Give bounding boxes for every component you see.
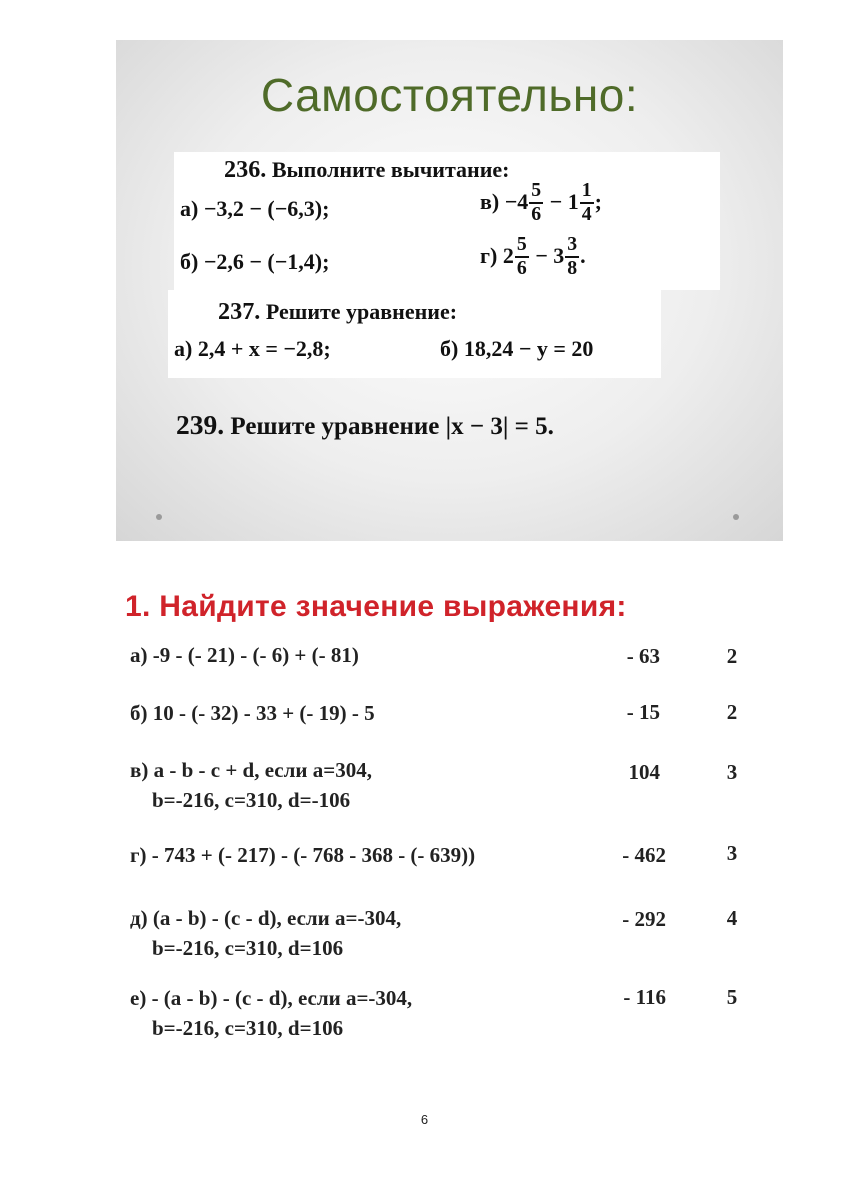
fraction: [565, 235, 579, 279]
mixed-whole: 1: [567, 188, 579, 214]
problem-236-d: [480, 233, 586, 280]
item-expression: −2,6 − (−1,4);: [203, 249, 330, 274]
operator: −: [549, 188, 563, 214]
problem-236-a: [180, 196, 329, 222]
problem-237-a: [174, 336, 331, 362]
slide-dot: [156, 514, 162, 520]
operator: −: [535, 242, 548, 268]
problem-237-b: [440, 336, 593, 362]
numerator: 1: [580, 181, 594, 204]
punctuation: ;: [594, 188, 602, 214]
task-b-points: 2: [726, 700, 738, 724]
task-f: [130, 983, 412, 1043]
item-expression: −3,2 − (−6,3);: [203, 196, 330, 221]
task-e: [130, 903, 401, 963]
task-expression: г) - 743 + (- 217) - (- 768 - 368 - (- 639)): [130, 843, 476, 867]
task-expression: е) - (a - b) - (c - d), если a=-304,: [130, 986, 413, 1010]
slide-dot: [733, 514, 739, 520]
problem-239-number: 239.: [176, 409, 225, 440]
numerator: 5: [529, 181, 543, 204]
problem-236-c: [480, 179, 602, 226]
task-b: [130, 698, 375, 728]
task-expression: д) (a - b) - (c - d), если a=-304,: [130, 906, 402, 930]
task-f-points: 5: [726, 985, 738, 1009]
task-condition: b=-216, c=310, d=106: [152, 936, 344, 960]
page-number: 6: [420, 1112, 429, 1127]
task-expression: а) -9 - (- 21) - (- 6) + (- 81): [130, 643, 359, 667]
mixed-whole: −4: [504, 188, 529, 214]
item-label: б): [440, 336, 459, 361]
task-e-answer: - 292: [622, 907, 666, 931]
task-expression: б) 10 - (- 32) - 33 + (- 19) - 5: [130, 701, 375, 725]
problem-239: [176, 405, 706, 449]
fraction: [580, 181, 594, 225]
denominator: 4: [581, 202, 592, 225]
task-c: [130, 755, 372, 815]
task-condition: b=-216, c=310, d=106: [152, 1016, 344, 1040]
item-label: г): [480, 242, 498, 268]
punctuation: .: [580, 242, 586, 268]
denominator: 6: [516, 256, 527, 279]
numerator: 3: [565, 235, 579, 258]
item-label: а): [180, 196, 199, 221]
task-a-answer: - 63: [626, 644, 660, 668]
item-label: б): [180, 249, 199, 274]
denominator: 8: [567, 256, 578, 279]
task-c-points: 3: [726, 760, 738, 784]
fraction: [529, 181, 543, 225]
numerator: 5: [515, 235, 529, 258]
problem-237: [168, 290, 661, 378]
problem-239-text: Решите уравнение: [230, 413, 440, 440]
problem-237-header: [218, 298, 457, 326]
task-c-answer: 104: [628, 760, 660, 784]
problem-237-instruction: Решите уравнение:: [265, 299, 458, 324]
task-a-points: 2: [726, 644, 738, 668]
task-condition: b=-216, c=310, d=-106: [152, 788, 351, 812]
problem-236-b: [180, 249, 329, 275]
problem-239-expression: |x − 3| = 5.: [445, 413, 554, 440]
worksheet-heading: 1. Найдите значение выражения:: [125, 590, 627, 623]
task-d: [130, 840, 475, 870]
task-e-points: 4: [726, 906, 738, 930]
task-d-points: 3: [726, 841, 738, 865]
problem-237-number: 237.: [218, 298, 261, 325]
item-expression: 18,24 − y = 20: [463, 336, 594, 361]
item-expression: 2,4 + x = −2,8;: [197, 336, 331, 361]
problem-236: [174, 152, 720, 290]
task-d-answer: - 462: [622, 843, 666, 867]
task-b-answer: - 15: [626, 700, 660, 724]
item-label: в): [480, 188, 500, 214]
mixed-whole: 3: [553, 242, 565, 268]
task-a: [130, 640, 359, 670]
problem-236-instruction: Выполните вычитание:: [271, 157, 510, 182]
problem-236-header: [224, 156, 510, 184]
slide-image: [116, 40, 783, 541]
fraction: [515, 235, 529, 279]
slide-title: Самостоятельно:: [260, 69, 639, 121]
mixed-whole: 2: [502, 242, 514, 268]
problem-239-line: [176, 409, 554, 441]
problem-236-number: 236.: [224, 156, 267, 183]
item-label: а): [174, 336, 193, 361]
denominator: 6: [531, 202, 542, 225]
task-f-answer: - 116: [623, 985, 666, 1009]
task-expression: в) a - b - c + d, если a=304,: [130, 758, 372, 782]
